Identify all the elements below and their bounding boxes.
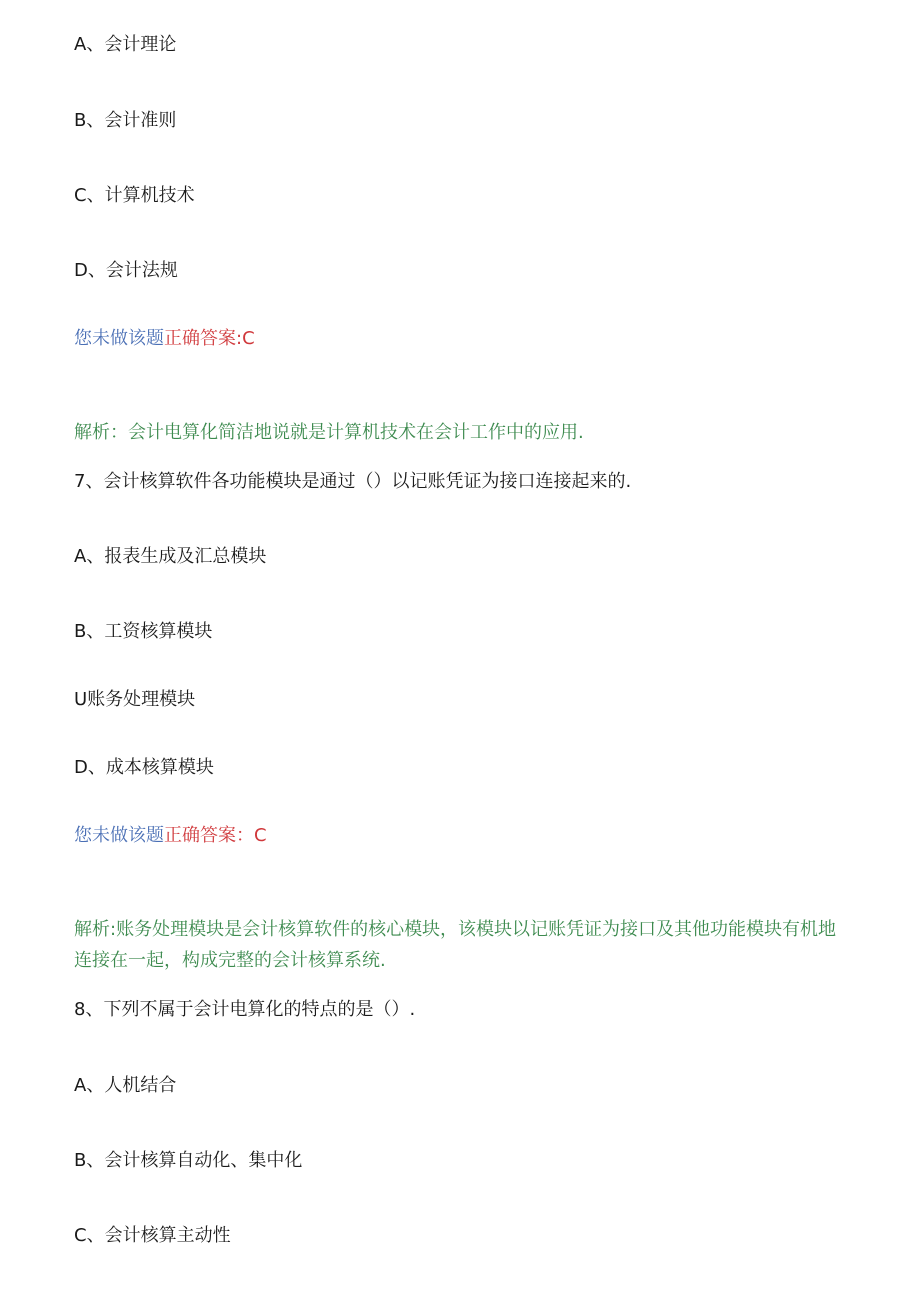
option-c-q8: C、会计核算主动性 [74,1225,231,1246]
correct-answer: 正确答案：C [164,825,267,846]
option-d-q7: D、成本核算模块 [74,757,214,778]
not-done-label: 您未做该题 [74,825,164,846]
correct-answer: 正确答案:C [164,328,255,349]
analysis-q6: 解析：会计电算化简洁地说就是计算机技术在会计工作中的应用. [74,422,584,443]
option-a-q6: A、会计理论 [74,34,177,55]
option-d-q6: D、会计法规 [74,260,178,281]
option-c-q6: C、计算机技术 [74,185,195,206]
option-c-q7: U账务处理模块 [74,689,196,710]
not-done-label: 您未做该题 [74,328,164,349]
analysis-q7: 解析:账务处理模块是会计核算软件的核心模块，该模块以记账凭证为接口及其他功能模块有机地连接在一起，构成完整的会计核算系统. [74,919,837,971]
option-b-q8: B、会计核算自动化、集中化 [74,1150,303,1171]
option-b-q7: B、工资核算模块 [74,621,213,642]
option-a-q8: A、人机结合 [74,1075,177,1096]
option-a-q7: A、报表生成及汇总模块 [74,546,267,567]
option-b-q6: B、会计准则 [74,110,177,131]
question-8: 8、下列不属于会计电算化的特点的是（）. [74,999,416,1020]
question-7: 7、会计核算软件各功能模块是通过（）以记账凭证为接口连接起来的. [74,471,632,492]
answer-status-q7 [74,822,267,850]
answer-status-q6 [74,325,255,353]
